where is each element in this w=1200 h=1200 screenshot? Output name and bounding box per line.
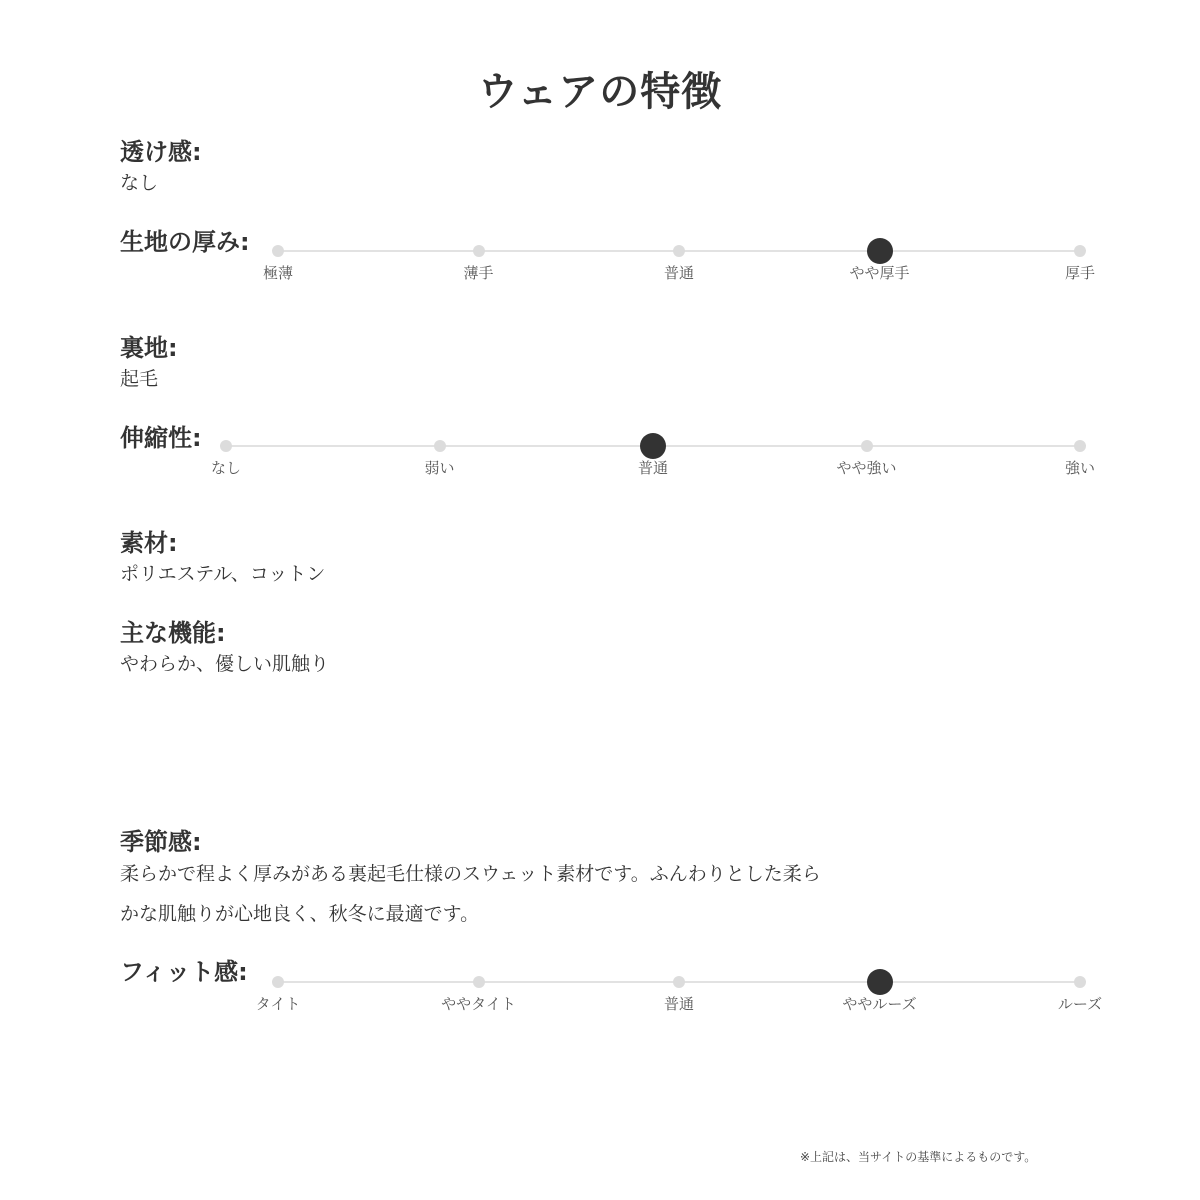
- fit-selected-marker: [867, 969, 893, 995]
- season-line-2: かな肌触りが心地良く、秋冬に最適です。: [120, 903, 480, 925]
- fit-scale-label: 普通: [663, 995, 695, 1013]
- thickness-scale-dot: [473, 245, 485, 257]
- fit-scale-dot: [673, 976, 685, 988]
- thickness-scale-dot: [272, 245, 284, 257]
- thickness-scale-label: 極薄: [262, 264, 294, 282]
- stretch-label: 伸縮性:: [120, 424, 202, 452]
- stretch-scale-dot: [1074, 440, 1086, 452]
- thickness-scale-label: やや厚手: [849, 264, 910, 282]
- stretch-scale-label: やや強い: [836, 459, 897, 477]
- thickness-selected-marker: [867, 238, 893, 264]
- transparency-value: なし: [120, 172, 159, 194]
- fit-scale-dot: [272, 976, 284, 988]
- thickness-scale-dot: [673, 245, 685, 257]
- thickness-scale-label: 普通: [663, 264, 695, 282]
- stretch-scale-dot: [434, 440, 446, 452]
- season-label: 季節感:: [120, 828, 202, 856]
- thickness-scale-label: 厚手: [1064, 264, 1096, 282]
- fit-scale-label: タイト: [255, 995, 301, 1013]
- season-line-1: 柔らかで程よく厚みがある裏起毛仕様のスウェット素材です。ふんわりとした柔ら: [120, 863, 821, 885]
- fit-scale-dot: [1074, 976, 1086, 988]
- fit-label: フィット感:: [120, 958, 248, 986]
- lining-label: 裏地:: [120, 334, 178, 362]
- stretch-scale-label: 弱い: [424, 459, 455, 477]
- stretch-scale-label: 普通: [637, 459, 669, 477]
- lining-value: 起毛: [120, 368, 159, 390]
- fit-scale-label: ややルーズ: [842, 995, 917, 1013]
- material-label: 素材:: [120, 529, 178, 557]
- stretch-scale-dot: [861, 440, 873, 452]
- transparency-label: 透け感:: [120, 138, 202, 166]
- fit-scale-label: ややタイト: [441, 995, 516, 1013]
- stretch-selected-marker: [640, 433, 666, 459]
- footnote: ※上記は、当サイトの基準によるものです。: [800, 1150, 1037, 1164]
- functions-value: やわらか、優しい肌触り: [120, 653, 330, 675]
- material-value: ポリエステル、コットン: [120, 563, 326, 585]
- stretch-scale-label: なし: [210, 459, 242, 477]
- stretch-scale-dot: [220, 440, 232, 452]
- page-title: ウェアの特徴: [477, 69, 723, 115]
- thickness-scale-label: 薄手: [463, 264, 494, 282]
- stretch-scale-label: 強い: [1064, 459, 1096, 477]
- fit-scale-dot: [473, 976, 485, 988]
- functions-label: 主な機能:: [120, 619, 226, 647]
- thickness-label: 生地の厚み:: [120, 228, 250, 256]
- thickness-scale-dot: [1074, 245, 1086, 257]
- fit-scale-label: ルーズ: [1057, 995, 1103, 1013]
